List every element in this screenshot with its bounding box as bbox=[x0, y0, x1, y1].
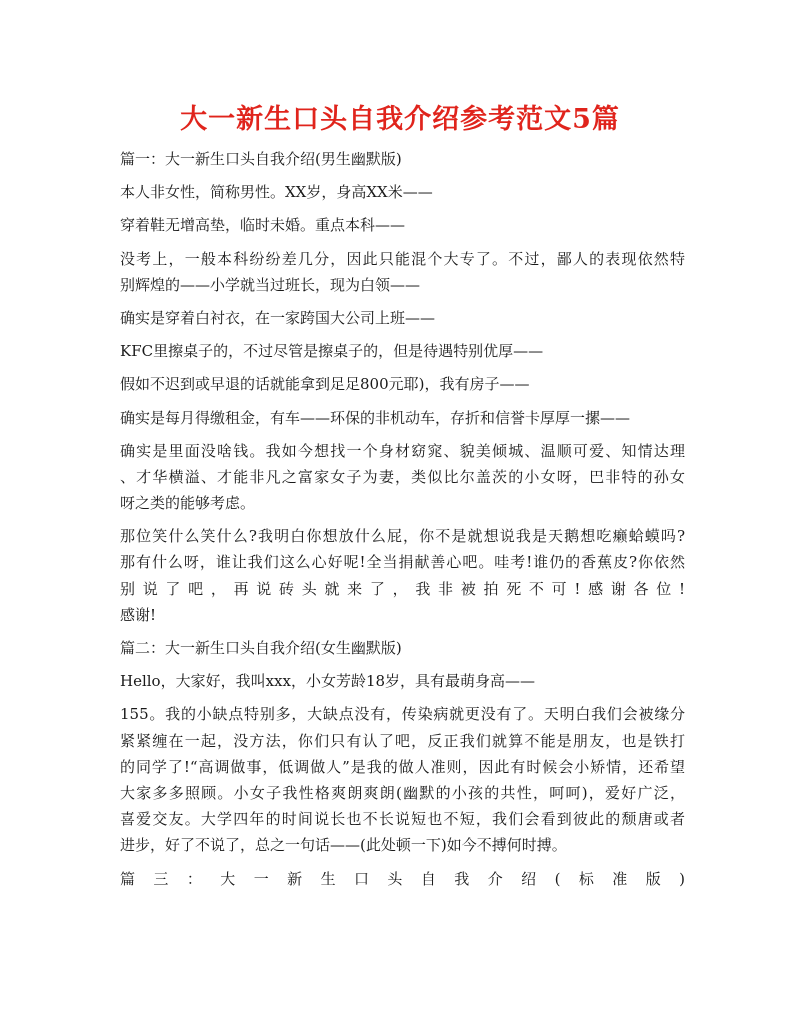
text-line: 确实是每月得缴租金，有车——环保的非机动车，存折和信誉卡厚厚一摞—— bbox=[120, 408, 631, 427]
text-line: 155。我的小缺点特别多，大缺点没有，传染病就更没有了。天明白我们会被缘分 bbox=[120, 705, 685, 724]
text-line: 的同学了!“高调做事，低调做人”是我的做人准则，因此有时候会小矫情，还希望 bbox=[120, 757, 685, 776]
text-line: 感谢! bbox=[120, 605, 157, 624]
text-line: 确实是穿着白衬衣，在一家跨国大公司上班—— bbox=[120, 308, 436, 327]
text-line: 本人非女性，简称男性。XX岁，身高XX米—— bbox=[120, 183, 433, 202]
text-line: 进步，好了不说了，总之一句话——(此处顿一下)如今不搏何时搏。 bbox=[120, 836, 567, 855]
text-line: 那有什么呀，谁让我们这么心好呢!全当捐献善心吧。哇考!谁仍的香蕉皮?你依然 bbox=[120, 553, 685, 572]
text-line: 紧紧缠在一起，没方法，你们只有认了吧，反正我们就算不能是朋友，也是铁打 bbox=[120, 731, 685, 750]
text-line: 假如不迟到或早退的话就能拿到足足800元耶)，我有房子—— bbox=[120, 375, 530, 394]
text-line: 篇一：大一新生口头自我介绍(男生幽默版) bbox=[120, 150, 402, 168]
text-line: 大家多多照顾。小女子我性格爽朗爽朗(幽默的小孩的共性，呵呵)，爱好广泛， bbox=[120, 783, 685, 802]
text-line: 穿着鞋无增高垫，临时未婚。重点本科—— bbox=[120, 216, 406, 235]
text-line: 确实是里面没啥钱。我如今想找一个身材窈窕、貌美倾城、温顺可爱、知情达理 bbox=[120, 441, 685, 460]
text-line: KFC里擦桌子的，不过尽管是擦桌子的，但是待遇特别优厚—— bbox=[120, 342, 544, 361]
text-line: 没考上，一般本科纷纷差几分，因此只能混个大专了。不过，鄙人的表现依然特 bbox=[120, 249, 685, 268]
text-line: Hello，大家好，我叫xxx，小女芳龄18岁，具有最萌身高—— bbox=[120, 672, 536, 691]
document-body bbox=[120, 146, 685, 892]
text-line: 、才华横溢、才能非凡之富家女子为妻，类似比尔盖茨的小女呀，巴非特的孙女 bbox=[120, 467, 685, 486]
text-line: 篇二：大一新生口头自我介绍(女生幽默版) bbox=[120, 639, 402, 657]
document-title: 大一新生口头自我介绍参考范文5篇 bbox=[180, 104, 620, 135]
text-line: 别辉煌的——小学就当过班长，现为白领—— bbox=[120, 275, 421, 294]
text-line: 那位笑什么笑什么?我明白你想放什么屁，你不是就想说我是天鹅想吃癞蛤蟆吗? bbox=[120, 527, 685, 546]
text-line: 篇三：大一新生口头自我介绍(标准版) bbox=[120, 869, 685, 888]
text-line: 别说了吧，再说砖头就来了，我非被拍死不可!感谢各位! bbox=[120, 579, 685, 598]
text-line: 喜爱交友。大学四年的时间说长也不长说短也不短，我们会看到彼此的颓唐或者 bbox=[120, 810, 685, 829]
text-line: 呀之类的能够考虑。 bbox=[120, 494, 256, 513]
